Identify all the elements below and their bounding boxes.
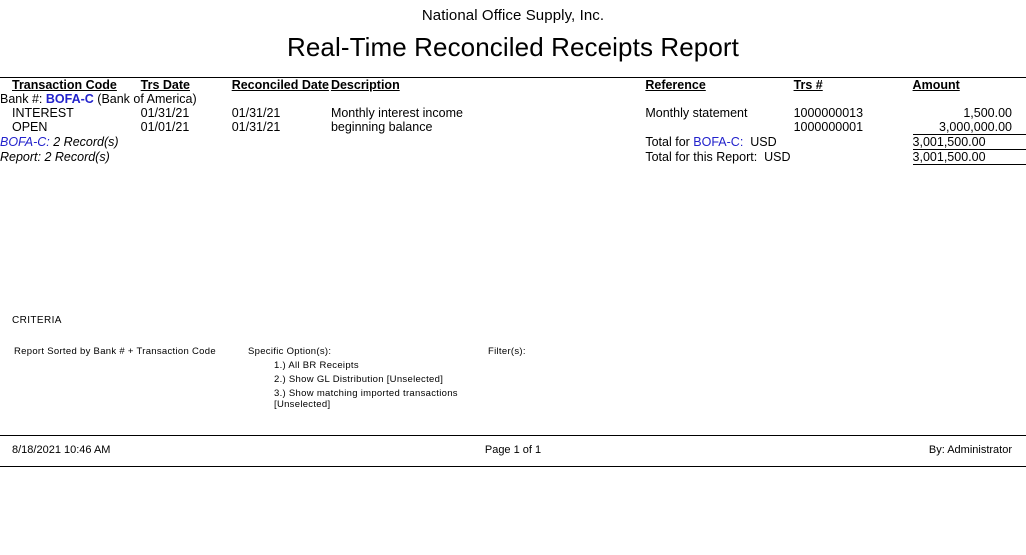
cell-description: beginning balance xyxy=(330,120,433,134)
bank-record-count-text: 2 Record(s) xyxy=(49,134,119,149)
footer-divider-top xyxy=(0,435,1026,436)
cell-reference xyxy=(645,120,793,135)
column-header-amount: Amount xyxy=(912,78,960,92)
criteria-specific-options xyxy=(248,346,478,410)
criteria-filters-heading: Filter(s): xyxy=(488,346,526,357)
footer-page-number: Page 1 of 1 xyxy=(484,444,542,456)
bank-total-amount: 3,001,500.00 xyxy=(913,135,1026,150)
criteria-heading: CRITERIA xyxy=(12,315,62,326)
table-row xyxy=(0,120,1026,135)
table-row xyxy=(0,106,1026,120)
cell-trs-date: 01/31/21 xyxy=(140,106,190,120)
criteria-sorted-by: Report Sorted by Bank # + Transaction Code xyxy=(14,346,216,357)
cell-reconciled-date: 01/31/21 xyxy=(231,120,281,134)
footer-timestamp: 8/18/2021 10:46 AM xyxy=(12,444,111,456)
criteria-option: 2.) Show GL Distribution [Unselected] xyxy=(274,374,444,385)
cell-trs-number: 1000000001 xyxy=(793,120,864,134)
bank-group-header xyxy=(0,92,1026,106)
cell-amount: 3,000,000.00 xyxy=(939,120,1012,134)
column-header-description: Description xyxy=(330,78,400,92)
column-header-reference: Reference xyxy=(645,78,706,92)
cell-reconciled-date: 01/31/21 xyxy=(231,106,281,120)
report-record-count: Report: 2 Record(s) xyxy=(0,149,110,164)
bank-record-count-code: BOFA-C: xyxy=(0,134,50,149)
cell-trs-date: 01/01/21 xyxy=(140,120,190,134)
criteria-option: 1.) All BR Receipts xyxy=(274,360,359,371)
report-page xyxy=(0,7,1026,555)
report-total-label: Total for this Report: USD xyxy=(645,149,791,164)
report-total-row xyxy=(0,150,1026,165)
cell-transaction-code: OPEN xyxy=(12,120,48,134)
bank-subtotal-row xyxy=(0,135,1026,150)
report-table xyxy=(0,78,1026,165)
bank-record-count xyxy=(0,135,645,150)
column-header-reconciled-date: Reconciled Date xyxy=(231,78,329,92)
cell-trs-number: 1000000013 xyxy=(793,106,864,120)
bank-group-label xyxy=(0,92,1026,106)
footer-divider-bottom xyxy=(0,466,1026,467)
column-header-transaction-code: Transaction Code xyxy=(12,78,117,92)
column-header-trs-number: Trs # xyxy=(793,78,823,92)
footer-author: By: Administrator xyxy=(928,444,1012,456)
bank-code: BOFA-C xyxy=(45,92,94,106)
cell-reference: Monthly statement xyxy=(645,106,748,120)
company-name: National Office Supply, Inc. xyxy=(421,7,605,24)
page-footer xyxy=(0,444,1026,462)
table-header-row xyxy=(0,78,1026,92)
cell-description: Monthly interest income xyxy=(330,106,463,120)
bank-total-label: Total for BOFA-C: USD xyxy=(645,134,777,149)
criteria-option: 3.) Show matching imported transactions [Unselected] xyxy=(274,388,458,410)
criteria-filters xyxy=(488,346,688,357)
column-header-trs-date: Trs Date xyxy=(140,78,190,92)
bank-label: Bank #: xyxy=(0,92,43,106)
cell-transaction-code: INTEREST xyxy=(12,106,74,120)
cell-amount: 1,500.00 xyxy=(963,106,1012,120)
criteria-options-heading: Specific Option(s): xyxy=(248,346,332,357)
report-total-amount: 3,001,500.00 xyxy=(913,150,1026,165)
bank-name: (Bank of America) xyxy=(97,92,197,106)
page-title: Real-Time Reconciled Receipts Report xyxy=(286,32,740,62)
